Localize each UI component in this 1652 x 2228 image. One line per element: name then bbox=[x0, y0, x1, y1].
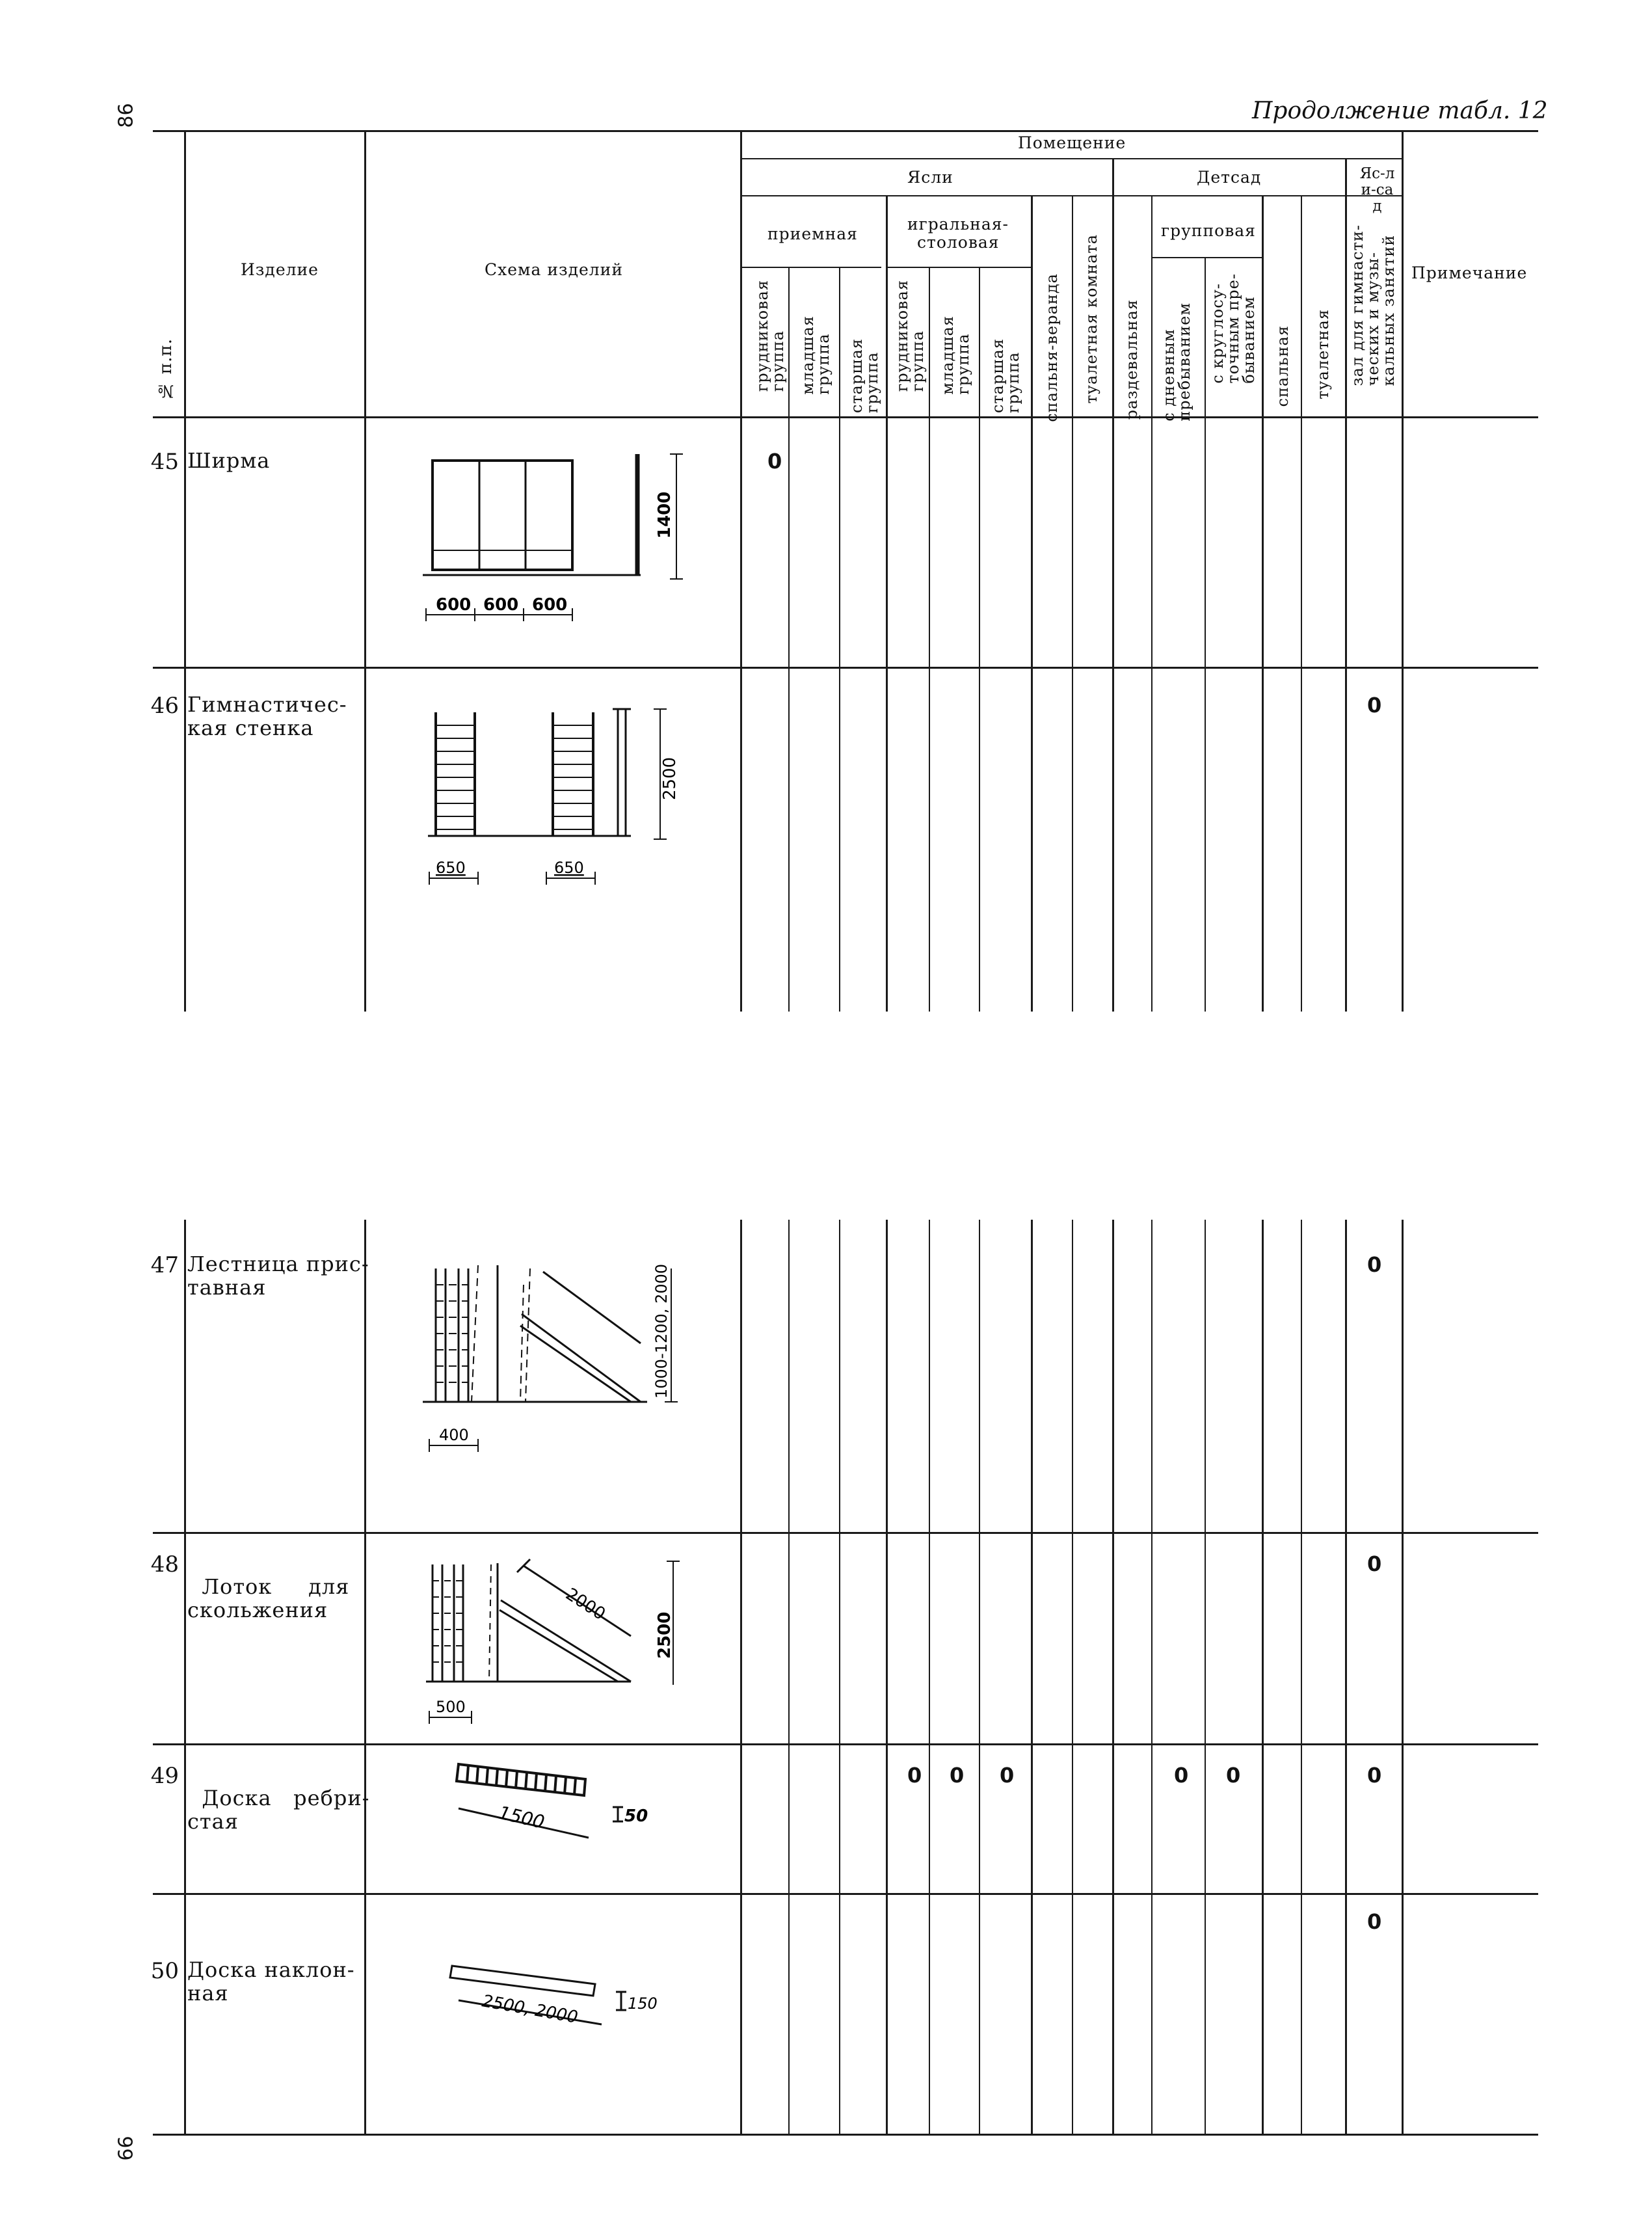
screen-scheme bbox=[416, 449, 696, 644]
col-rule-14-s2 bbox=[1402, 1220, 1404, 2134]
col-header-1: грудниковая группа bbox=[753, 280, 787, 392]
col-rule-5-s2 bbox=[979, 1220, 980, 2134]
gym-wall-width-dim-2: 650 bbox=[554, 859, 584, 877]
header-priemnaya: приемная bbox=[767, 224, 858, 243]
col-rule-14 bbox=[1402, 130, 1404, 1012]
col-rule-6-s2 bbox=[1031, 1220, 1033, 2134]
inclined-board-height-dim: 150 bbox=[628, 1994, 658, 2013]
screen-height-dim: 1400 bbox=[655, 491, 674, 539]
table-top-rule bbox=[153, 130, 1538, 132]
row-49-mark-col-11: 0 bbox=[1226, 1763, 1241, 1788]
col-header-12: спальная bbox=[1273, 325, 1292, 407]
row-47-number: 47 bbox=[150, 1252, 179, 1278]
row-46-mark-col-14: 0 bbox=[1367, 693, 1382, 718]
table-bottom-rule bbox=[153, 2134, 1538, 2136]
slide-length-dim: 2000 bbox=[562, 1584, 609, 1624]
col-rule-num-s2 bbox=[184, 1220, 186, 2134]
header-product: Изделие bbox=[241, 260, 319, 279]
col-rule-scheme bbox=[740, 130, 742, 1012]
row-45-name: Ширма bbox=[187, 448, 271, 473]
col-header-11: с круглосу- точным пре- быванием bbox=[1208, 273, 1258, 384]
col-header-3: старшая группа bbox=[847, 338, 881, 414]
gym-wall-scheme bbox=[416, 703, 696, 898]
header-detsad: Детсад bbox=[1197, 168, 1262, 187]
row-47-mark-col-14: 0 bbox=[1367, 1252, 1382, 1277]
col-rule-11 bbox=[1262, 195, 1264, 1012]
col-header-4: грудниковая группа bbox=[893, 280, 927, 392]
row-45-number: 45 bbox=[150, 449, 179, 475]
header-gruppovaya: групповая bbox=[1161, 221, 1256, 240]
col-header-2: младшая группа bbox=[799, 315, 833, 395]
header-rule-gruppovaya bbox=[1151, 257, 1262, 258]
col-rule-3 bbox=[886, 195, 888, 1012]
col-rule-10-s2 bbox=[1205, 1220, 1206, 2134]
row-49-name: Доска ребри- стая bbox=[187, 1786, 370, 1834]
row-49-number: 49 bbox=[150, 1763, 179, 1789]
col-rule-1 bbox=[788, 267, 790, 1012]
row-45-mark-col-1: 0 bbox=[767, 449, 782, 474]
header-igralnaya-1: игральная- bbox=[907, 215, 1009, 234]
col-rule-scheme-s2 bbox=[740, 1220, 742, 2134]
col-rule-4 bbox=[929, 267, 930, 1012]
row-48-mark-col-14: 0 bbox=[1367, 1551, 1382, 1576]
page-number-bottom: 66 bbox=[114, 2136, 138, 2161]
row-47-name: Лестница прис- тавная bbox=[187, 1252, 369, 1300]
col-rule-9-s2 bbox=[1151, 1220, 1152, 2134]
col-rule-2-s2 bbox=[839, 1220, 840, 2134]
slide-width-dim: 500 bbox=[436, 1698, 466, 1716]
col-rule-3-s2 bbox=[886, 1220, 888, 2134]
row-48-name: Лоток для скольжения bbox=[187, 1574, 350, 1622]
col-rule-1-s2 bbox=[788, 1220, 790, 2134]
col-rule-7 bbox=[1072, 195, 1073, 1012]
col-rule-11-s2 bbox=[1262, 1220, 1264, 2134]
screen-width-dim-1: 600 bbox=[436, 595, 472, 615]
inclined-board-length-dim: 2500, 2000 bbox=[480, 1991, 580, 2028]
inclined-board-scheme bbox=[442, 1952, 702, 2049]
row-50-name: Доска наклон- ная bbox=[187, 1957, 355, 2006]
row-49-mark-col-4: 0 bbox=[907, 1763, 922, 1788]
col-header-9: раздевальная bbox=[1123, 299, 1141, 420]
col-rule-12 bbox=[1301, 195, 1302, 1012]
row-50-top-rule bbox=[153, 1893, 1538, 1895]
header-yasli-sad: Яс-ли-сад bbox=[1359, 165, 1395, 215]
screen-width-dim-2: 600 bbox=[483, 595, 519, 615]
row-45-bottom-rule bbox=[153, 667, 1538, 669]
continuation-label: Продолжение табл. 12 bbox=[1252, 98, 1548, 124]
slide-scheme bbox=[416, 1551, 702, 1740]
col-rule-2 bbox=[839, 267, 840, 1012]
ladder-width-dim: 400 bbox=[439, 1426, 469, 1444]
page-number-top: 86 bbox=[114, 103, 138, 128]
ribbed-board-height-dim: 50 bbox=[624, 1806, 648, 1826]
col-rule-12-s2 bbox=[1301, 1220, 1302, 2134]
header-rule-igralnaya bbox=[888, 267, 1031, 268]
header-room: Помещение bbox=[1018, 133, 1126, 152]
row-48-top-rule bbox=[153, 1532, 1538, 1534]
col-header-5: младшая группа bbox=[939, 315, 972, 395]
row-48-number: 48 bbox=[150, 1551, 179, 1577]
header-num: № п.п. bbox=[156, 338, 176, 401]
col-rule-7-s2 bbox=[1072, 1220, 1073, 2134]
col-rule-8 bbox=[1112, 158, 1114, 1012]
header-scheme: Схема изделий bbox=[485, 260, 624, 279]
col-rule-10 bbox=[1205, 257, 1206, 1012]
gym-wall-height-dim: 2500 bbox=[660, 757, 680, 800]
col-header-14: зал для гимнасти- ческих и музы- кальных занятий bbox=[1348, 224, 1398, 386]
header-note: Примечание bbox=[1411, 263, 1528, 282]
row-49-top-rule bbox=[153, 1743, 1538, 1745]
ladder-height-dim: 1000-1200, 2000 bbox=[652, 1263, 671, 1399]
row-46-name: Гимнастичес- кая стенка bbox=[187, 692, 347, 740]
col-rule-5 bbox=[979, 267, 980, 1012]
col-rule-13-s2 bbox=[1345, 1220, 1347, 2134]
row-49-mark-col-10: 0 bbox=[1174, 1763, 1189, 1788]
row-50-mark-col-14: 0 bbox=[1367, 1909, 1382, 1934]
row-49-mark-col-5: 0 bbox=[950, 1763, 965, 1788]
col-header-6: старшая группа bbox=[989, 338, 1022, 414]
row-49-mark-col-6: 0 bbox=[1000, 1763, 1015, 1788]
col-rule-num bbox=[184, 130, 186, 1012]
col-rule-product bbox=[364, 130, 366, 1012]
col-rule-9 bbox=[1151, 195, 1152, 1012]
col-rule-13 bbox=[1345, 158, 1347, 1012]
row-50-number: 50 bbox=[150, 1958, 179, 1984]
row-49-mark-col-14: 0 bbox=[1367, 1763, 1382, 1788]
ribbed-board-length-dim: 1500 bbox=[496, 1801, 547, 1833]
header-yasli: Ясли bbox=[907, 168, 953, 187]
col-rule-6 bbox=[1031, 195, 1033, 1012]
col-header-7: спальня-веранда bbox=[1043, 273, 1061, 422]
col-header-13: туалетная bbox=[1314, 309, 1332, 399]
col-header-8: туалетная комната bbox=[1082, 234, 1100, 404]
col-rule-4-s2 bbox=[929, 1220, 930, 2134]
ribbed-board-scheme bbox=[442, 1756, 702, 1867]
header-bottom-rule bbox=[153, 416, 1538, 418]
row-46-number: 46 bbox=[150, 693, 179, 719]
header-igralnaya-2: столовая bbox=[917, 233, 1000, 252]
slide-height-dim: 2500 bbox=[655, 1611, 674, 1659]
col-header-10: с дневным пребыванием bbox=[1160, 302, 1193, 422]
col-rule-product-s2 bbox=[364, 1220, 366, 2134]
header-rule-priemnaya bbox=[741, 267, 881, 268]
ladder-scheme bbox=[416, 1255, 702, 1477]
screen-width-dim-3: 600 bbox=[532, 595, 568, 615]
col-rule-8-s2 bbox=[1112, 1220, 1114, 2134]
gym-wall-width-dim-1: 650 bbox=[436, 859, 466, 877]
header-rule-room bbox=[741, 158, 1404, 159]
